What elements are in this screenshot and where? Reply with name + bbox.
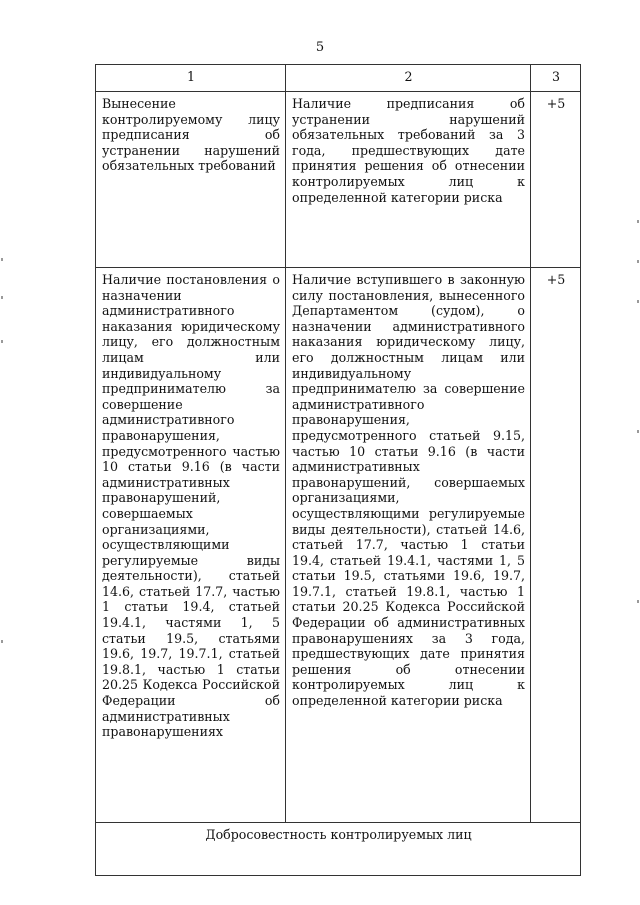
indicator-cell: Наличие постановления о назначении административного наказания юридическому лицу, его должностным лицам или индивидуальному предпринимателю за совершение административного правонарушения, предусмотренного частью 10 статьи 9.16 (в части административных правонарушений, совершаемых организациями, осуществляющими регулируемые виды деятельности), статьей 14.6, статьей 17.7, частью 1 статьи 19.4, статьей 19.4.1, частями 1, 5 статьи 19.5, статьями 19.6, 19.7, 19.7.1, статьей 19.8.1, частью 1 статьи 20.25 Кодекса Российской Федерации об административных правонарушениях — [96, 268, 286, 823]
section-heading-row — [96, 823, 581, 876]
page-number: 5 — [315, 40, 325, 55]
criterion-cell: Наличие предписания об устранении нарушений обязательных требований за 3 года, предшествующих дате принятия решения об отнесении контролируемых лиц к определенной категории риска — [286, 92, 531, 268]
score-cell: +5 — [531, 92, 581, 268]
score-cell: +5 — [531, 268, 581, 823]
table-row — [96, 92, 581, 268]
criterion-cell: Наличие вступившего в законную силу постановления, вынесенного Департаментом (судом), о назначении административного наказания юридическому лицу, его должностным лицам или индивидуальному предпринимателю за совершение административного правонарушения, предусмотренного статьей 9.15, частью 10 статьи 9.16 (в части административных правонарушений, совершаемых организациями, осуществляющими регулируемые виды деятельности), статьей 14.6, статьей 17.7, частью 1 статьи 19.4, статьей 19.4.1, частями 1, 5 статьи 19.5, статьями 19.6, 19.7, 19.7.1, статьей 19.8.1, частью 1 статьи 20.25 Кодекса Российской Федерации об административных правонарушениях за 3 года, предшествующих дате принятия решения об отнесении контролируемых лиц к определенной категории риска — [286, 268, 531, 823]
column-number-2: 2 — [286, 65, 531, 92]
table-header-row — [96, 65, 581, 92]
column-number-3: 3 — [531, 65, 581, 92]
indicator-cell: Вынесение контролируемому лицу предписания об устранении нарушений обязательных требований — [96, 92, 286, 268]
risk-indicator-table — [95, 64, 581, 876]
table-row — [96, 268, 581, 823]
section-heading: Добросовестность контролируемых лиц — [96, 823, 581, 876]
column-number-1: 1 — [96, 65, 286, 92]
